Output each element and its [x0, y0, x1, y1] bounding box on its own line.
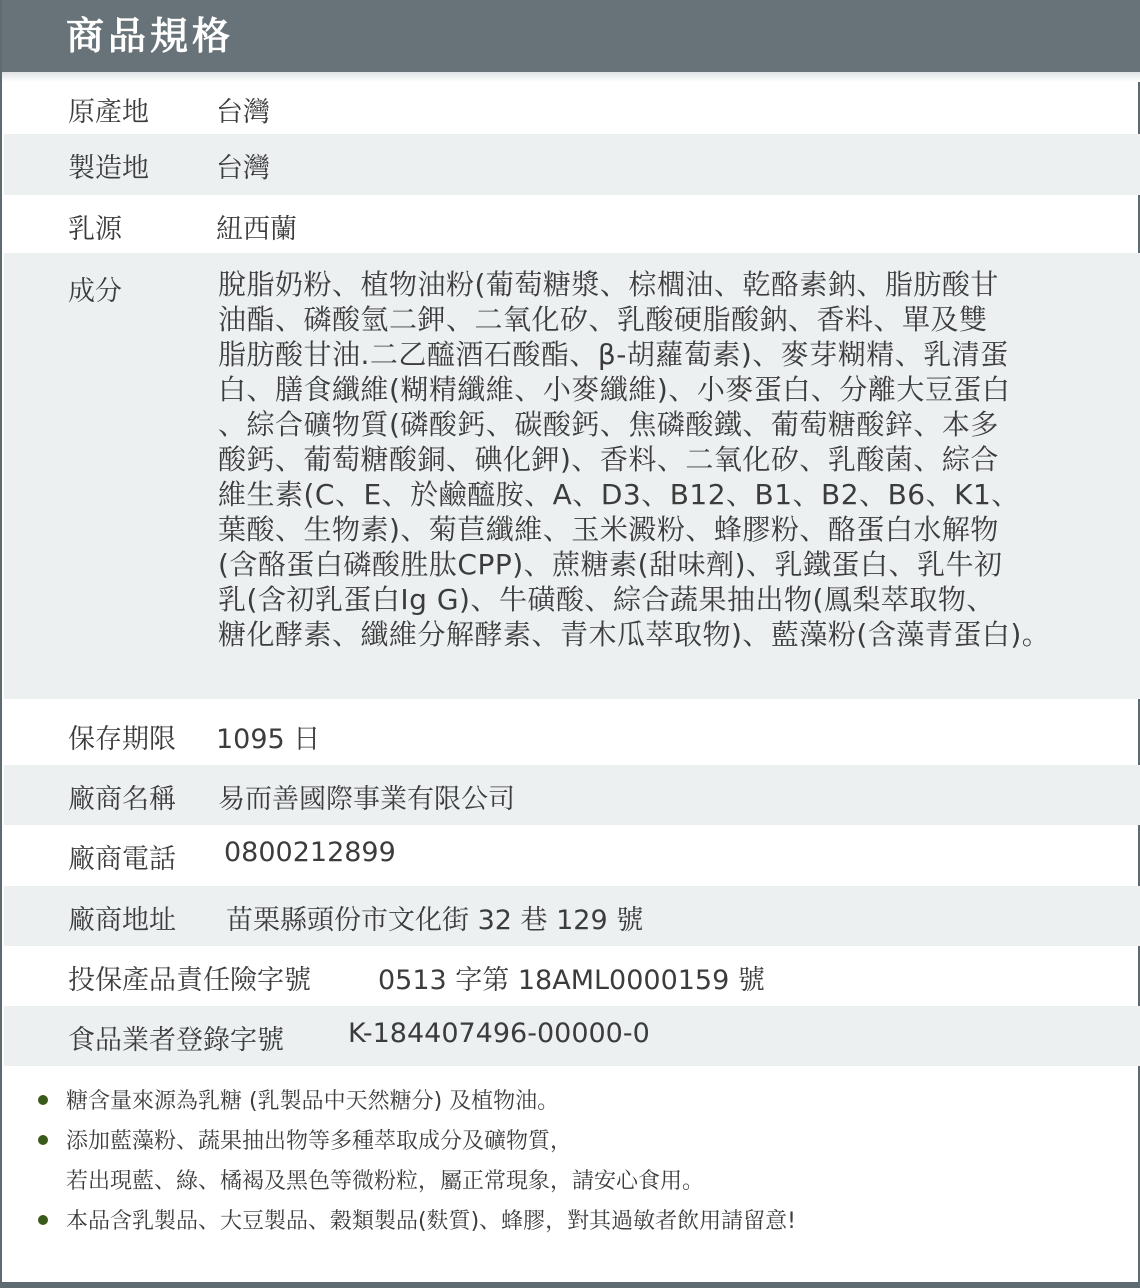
ingredients-line: 乳(含初乳蛋白Ig G)、牛磺酸、綜合蔬果抽出物(鳳梨萃取物、 [218, 583, 995, 616]
bullet-icon [38, 1135, 48, 1145]
note-text: 糖含量來源為乳糖 (乳製品中天然糖分) 及植物油。 [66, 1089, 560, 1114]
spec-row-address [4, 886, 1140, 946]
ingredients-text [218, 267, 1108, 652]
ingredients-line: 維生素(C、E、於鹼醯胺、A、D3、B12、B1、B2、B6、K1、 [218, 478, 1020, 511]
spec-value: 苗栗縣頭份市文化街 32 巷 129 號 [226, 905, 644, 936]
ingredients-line: 糖化酵素、纖維分解酵素、青木瓜萃取物)、藍藻粉(含藻青蛋白)。 [218, 618, 1051, 651]
note-item [38, 1204, 796, 1235]
note-text: 添加藍藻粉、蔬果抽出物等多種萃取成分及礦物質， [66, 1129, 573, 1154]
ingredients-line: 油酯、磷酸氫二鉀、二氧化矽、乳酸硬脂酸鈉、香料、單及雙 [218, 303, 988, 336]
spec-row-company [4, 765, 1140, 825]
spec-label: 乳源 [68, 214, 122, 245]
spec-row-shelf-life [4, 699, 1140, 765]
spec-value: 台灣 [216, 97, 270, 128]
note-text: 本品含乳製品、大豆製品、穀類製品(麩質)、蜂膠，對其過敏者飲用請留意! [66, 1209, 796, 1234]
spec-label: 食品業者登錄字號 [68, 1025, 284, 1056]
ingredients-line: 葉酸、生物素)、菊苣纖維、玉米澱粉、蜂膠粉、酪蛋白水解物 [218, 513, 999, 546]
spec-value: 0513 字第 18AML0000159 號 [378, 965, 765, 996]
spec-value: K-184407496-00000-0 [348, 1018, 650, 1049]
spec-header [2, 0, 1140, 72]
spec-label: 廠商電話 [68, 844, 176, 875]
header-divider [2, 72, 1140, 82]
spec-value: 紐西蘭 [216, 214, 297, 245]
spec-value: 1095 日 [216, 724, 321, 755]
spec-value: 易而善國際事業有限公司 [218, 784, 515, 815]
spec-label: 廠商名稱 [68, 784, 176, 815]
spec-label: 廠商地址 [68, 905, 176, 936]
note-item [38, 1124, 572, 1155]
spec-row-origin [4, 82, 1140, 134]
spec-label: 保存期限 [68, 724, 176, 755]
spec-row-phone [4, 825, 1140, 886]
ingredients-line: 脫脂奶粉、植物油粉(葡萄糖漿、棕櫚油、乾酪素鈉、脂肪酸甘 [218, 268, 999, 301]
note-continuation: 若出現藍、綠、橘褐及黑色等微粉粒，屬正常現象，請安心食用。 [66, 1169, 705, 1194]
ingredients-line: 、綜合礦物質(磷酸鈣、碳酸鈣、焦磷酸鐵、葡萄糖酸鋅、本多 [218, 408, 999, 441]
spec-value: 台灣 [216, 153, 270, 184]
bullet-icon [38, 1215, 48, 1225]
ingredients-line: 脂肪酸甘油.二乙醯酒石酸酯、β-胡蘿蔔素)、麥芽糊精、乳清蛋 [218, 338, 1009, 371]
spec-row-insurance [4, 946, 1140, 1006]
spec-row-milk-source [4, 195, 1140, 253]
spec-row-food-registration [4, 1006, 1140, 1066]
spec-row-manufacture [4, 134, 1140, 195]
spec-label: 原產地 [68, 97, 149, 128]
spec-row-ingredients [4, 253, 1140, 699]
spec-label: 製造地 [68, 153, 149, 184]
spec-label: 成分 [68, 276, 122, 307]
spec-value: 0800212899 [224, 837, 396, 868]
bullet-icon [38, 1095, 48, 1105]
ingredients-line: 酸鈣、葡萄糖酸銅、碘化鉀)、香料、二氧化矽、乳酸菌、綜合 [218, 443, 999, 476]
spec-label: 投保產品責任險字號 [68, 965, 311, 996]
ingredients-line: 白、膳食纖維(糊精纖維、小麥纖維)、小麥蛋白、分離大豆蛋白 [218, 373, 1011, 406]
ingredients-line: (含酪蛋白磷酸胜肽CPP)、蔗糖素(甜味劑)、乳鐵蛋白、乳牛初 [218, 548, 1003, 581]
note-item [38, 1084, 559, 1115]
page-title: 商品規格 [66, 14, 235, 58]
